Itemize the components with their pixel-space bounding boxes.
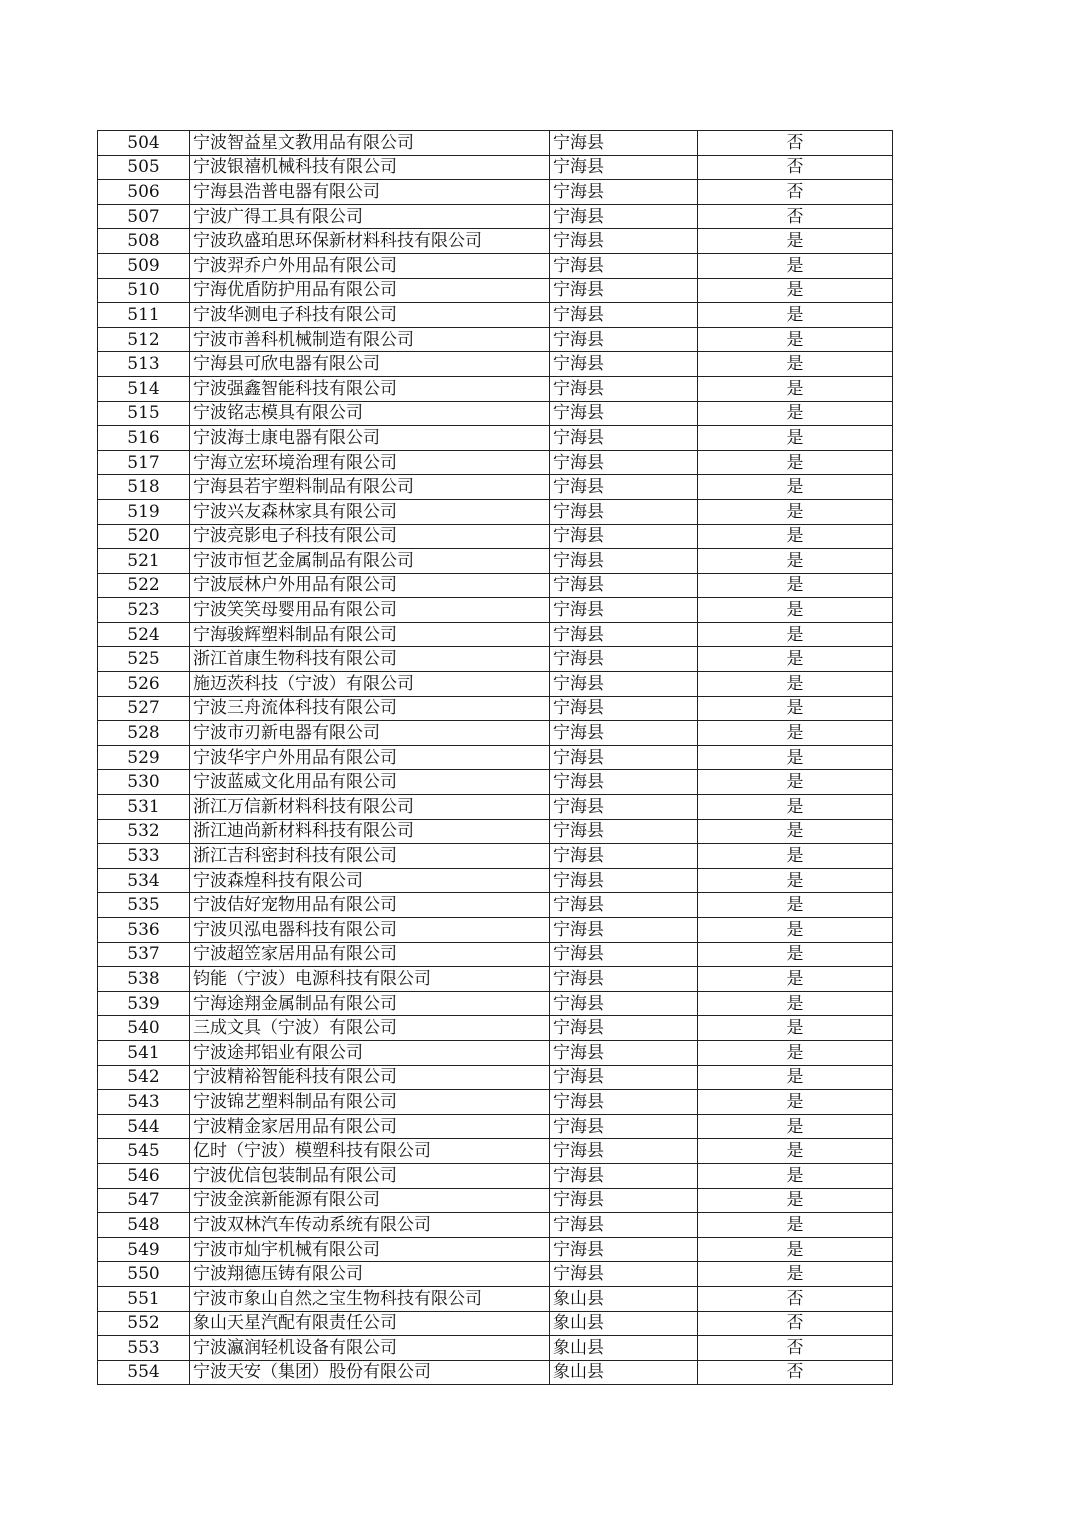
flag-cell: 是	[698, 770, 893, 795]
company-name-cell: 宁海县若宇塑料制品有限公司	[190, 475, 550, 500]
company-name-cell: 浙江吉科密封科技有限公司	[190, 844, 550, 869]
table-row	[98, 229, 893, 254]
county-cell: 宁海县	[550, 1040, 698, 1065]
flag-cell: 否	[698, 1286, 893, 1311]
row-number-cell: 538	[98, 967, 190, 992]
table-row	[98, 598, 893, 623]
company-name-cell: 宁波天安（集团）股份有限公司	[190, 1360, 550, 1385]
table-row	[98, 180, 893, 205]
row-number-cell: 526	[98, 672, 190, 697]
county-cell: 宁海县	[550, 1262, 698, 1287]
flag-cell: 是	[698, 1163, 893, 1188]
company-name-cell: 宁波精金家居用品有限公司	[190, 1114, 550, 1139]
table-row	[98, 622, 893, 647]
flag-cell: 是	[698, 967, 893, 992]
table-row	[98, 770, 893, 795]
table-row	[98, 204, 893, 229]
company-name-cell: 宁波瀛润轻机设备有限公司	[190, 1336, 550, 1361]
flag-cell: 是	[698, 278, 893, 303]
row-number-cell: 532	[98, 819, 190, 844]
company-name-cell: 宁波银禧机械科技有限公司	[190, 155, 550, 180]
table-row	[98, 1016, 893, 1041]
row-number-cell: 551	[98, 1286, 190, 1311]
county-cell: 宁海县	[550, 918, 698, 943]
flag-cell: 是	[698, 942, 893, 967]
row-number-cell: 514	[98, 376, 190, 401]
company-list-table	[97, 130, 893, 1385]
row-number-cell: 550	[98, 1262, 190, 1287]
row-number-cell: 525	[98, 647, 190, 672]
flag-cell: 是	[698, 918, 893, 943]
row-number-cell: 507	[98, 204, 190, 229]
row-number-cell: 537	[98, 942, 190, 967]
table-row	[98, 721, 893, 746]
flag-cell: 是	[698, 647, 893, 672]
table-row	[98, 1336, 893, 1361]
county-cell: 宁海县	[550, 1213, 698, 1238]
flag-cell: 否	[698, 1311, 893, 1336]
county-cell: 宁海县	[550, 942, 698, 967]
company-name-cell: 宁波精裕智能科技有限公司	[190, 1065, 550, 1090]
county-cell: 宁海县	[550, 303, 698, 328]
row-number-cell: 530	[98, 770, 190, 795]
table-row	[98, 524, 893, 549]
county-cell: 宁海县	[550, 426, 698, 451]
flag-cell: 是	[698, 1139, 893, 1164]
row-number-cell: 528	[98, 721, 190, 746]
table-row	[98, 868, 893, 893]
company-name-cell: 象山天星汽配有限责任公司	[190, 1311, 550, 1336]
flag-cell: 否	[698, 1360, 893, 1385]
table-row	[98, 893, 893, 918]
row-number-cell: 510	[98, 278, 190, 303]
company-name-cell: 宁波华宇户外用品有限公司	[190, 745, 550, 770]
table-row	[98, 1090, 893, 1115]
flag-cell: 是	[698, 401, 893, 426]
row-number-cell: 519	[98, 499, 190, 524]
row-number-cell: 548	[98, 1213, 190, 1238]
row-number-cell: 552	[98, 1311, 190, 1336]
row-number-cell: 540	[98, 1016, 190, 1041]
flag-cell: 是	[698, 696, 893, 721]
row-number-cell: 545	[98, 1139, 190, 1164]
company-name-cell: 钧能（宁波）电源科技有限公司	[190, 967, 550, 992]
county-cell: 宁海县	[550, 598, 698, 623]
flag-cell: 是	[698, 1040, 893, 1065]
table-row	[98, 819, 893, 844]
table-row	[98, 672, 893, 697]
county-cell: 宁海县	[550, 672, 698, 697]
flag-cell: 是	[698, 327, 893, 352]
table-row	[98, 1286, 893, 1311]
county-cell: 宁海县	[550, 155, 698, 180]
row-number-cell: 504	[98, 131, 190, 156]
company-name-cell: 宁波金滨新能源有限公司	[190, 1188, 550, 1213]
row-number-cell: 527	[98, 696, 190, 721]
row-number-cell: 524	[98, 622, 190, 647]
row-number-cell: 543	[98, 1090, 190, 1115]
row-number-cell: 509	[98, 253, 190, 278]
company-name-cell: 浙江万信新材料科技有限公司	[190, 795, 550, 820]
county-cell: 宁海县	[550, 721, 698, 746]
table-body	[98, 131, 893, 1385]
row-number-cell: 531	[98, 795, 190, 820]
company-name-cell: 宁波市象山自然之宝生物科技有限公司	[190, 1286, 550, 1311]
flag-cell: 是	[698, 598, 893, 623]
flag-cell: 否	[698, 1336, 893, 1361]
county-cell: 宁海县	[550, 524, 698, 549]
county-cell: 宁海县	[550, 991, 698, 1016]
flag-cell: 是	[698, 622, 893, 647]
table-row	[98, 1213, 893, 1238]
table-row	[98, 303, 893, 328]
county-cell: 宁海县	[550, 1065, 698, 1090]
company-name-cell: 宁波优信包装制品有限公司	[190, 1163, 550, 1188]
company-name-cell: 宁波途邦铝业有限公司	[190, 1040, 550, 1065]
flag-cell: 是	[698, 475, 893, 500]
row-number-cell: 547	[98, 1188, 190, 1213]
row-number-cell: 544	[98, 1114, 190, 1139]
county-cell: 宁海县	[550, 622, 698, 647]
flag-cell: 是	[698, 573, 893, 598]
county-cell: 宁海县	[550, 253, 698, 278]
table-row	[98, 475, 893, 500]
flag-cell: 是	[698, 819, 893, 844]
company-name-cell: 宁海立宏环境治理有限公司	[190, 450, 550, 475]
table-row	[98, 942, 893, 967]
flag-cell: 否	[698, 204, 893, 229]
table-row	[98, 327, 893, 352]
row-number-cell: 506	[98, 180, 190, 205]
company-name-cell: 宁波翔德压铸有限公司	[190, 1262, 550, 1287]
company-name-cell: 宁海骏辉塑料制品有限公司	[190, 622, 550, 647]
company-name-cell: 宁波市灿宇机械有限公司	[190, 1237, 550, 1262]
table-row	[98, 745, 893, 770]
county-cell: 象山县	[550, 1311, 698, 1336]
flag-cell: 是	[698, 991, 893, 1016]
county-cell: 宁海县	[550, 1114, 698, 1139]
flag-cell: 是	[698, 549, 893, 574]
company-name-cell: 宁波羿乔户外用品有限公司	[190, 253, 550, 278]
row-number-cell: 516	[98, 426, 190, 451]
table-row	[98, 991, 893, 1016]
row-number-cell: 542	[98, 1065, 190, 1090]
row-number-cell: 520	[98, 524, 190, 549]
company-name-cell: 宁波市善科机械制造有限公司	[190, 327, 550, 352]
flag-cell: 是	[698, 745, 893, 770]
county-cell: 宁海县	[550, 475, 698, 500]
company-name-cell: 宁波超笠家居用品有限公司	[190, 942, 550, 967]
table-row	[98, 918, 893, 943]
row-number-cell: 515	[98, 401, 190, 426]
row-number-cell: 539	[98, 991, 190, 1016]
flag-cell: 是	[698, 672, 893, 697]
county-cell: 宁海县	[550, 401, 698, 426]
table-row	[98, 795, 893, 820]
county-cell: 宁海县	[550, 795, 698, 820]
flag-cell: 是	[698, 1213, 893, 1238]
table-row	[98, 696, 893, 721]
flag-cell: 是	[698, 376, 893, 401]
table-row	[98, 278, 893, 303]
table-row	[98, 844, 893, 869]
row-number-cell: 536	[98, 918, 190, 943]
company-name-cell: 宁波笑笑母婴用品有限公司	[190, 598, 550, 623]
table-row	[98, 1139, 893, 1164]
table-row	[98, 1311, 893, 1336]
flag-cell: 否	[698, 131, 893, 156]
company-name-cell: 亿时（宁波）模塑科技有限公司	[190, 1139, 550, 1164]
flag-cell: 是	[698, 253, 893, 278]
row-number-cell: 513	[98, 352, 190, 377]
company-name-cell: 宁波华测电子科技有限公司	[190, 303, 550, 328]
company-name-cell: 宁波智益星文教用品有限公司	[190, 131, 550, 156]
row-number-cell: 533	[98, 844, 190, 869]
county-cell: 宁海县	[550, 819, 698, 844]
table-row	[98, 1163, 893, 1188]
county-cell: 象山县	[550, 1336, 698, 1361]
table-row	[98, 401, 893, 426]
flag-cell: 是	[698, 1016, 893, 1041]
flag-cell: 否	[698, 180, 893, 205]
county-cell: 宁海县	[550, 1163, 698, 1188]
table-row	[98, 549, 893, 574]
county-cell: 宁海县	[550, 131, 698, 156]
county-cell: 宁海县	[550, 549, 698, 574]
county-cell: 宁海县	[550, 1090, 698, 1115]
company-name-cell: 宁波市恒艺金属制品有限公司	[190, 549, 550, 574]
row-number-cell: 541	[98, 1040, 190, 1065]
row-number-cell: 534	[98, 868, 190, 893]
table-row	[98, 131, 893, 156]
flag-cell: 是	[698, 1188, 893, 1213]
county-cell: 象山县	[550, 1360, 698, 1385]
row-number-cell: 521	[98, 549, 190, 574]
row-number-cell: 554	[98, 1360, 190, 1385]
table-row	[98, 426, 893, 451]
flag-cell: 是	[698, 893, 893, 918]
company-name-cell: 浙江首康生物科技有限公司	[190, 647, 550, 672]
county-cell: 宁海县	[550, 1188, 698, 1213]
county-cell: 宁海县	[550, 844, 698, 869]
table-row	[98, 1360, 893, 1385]
flag-cell: 是	[698, 450, 893, 475]
company-name-cell: 宁波玖盛珀思环保新材料科技有限公司	[190, 229, 550, 254]
company-name-cell: 宁海途翔金属制品有限公司	[190, 991, 550, 1016]
flag-cell: 是	[698, 795, 893, 820]
company-name-cell: 宁波三舟流体科技有限公司	[190, 696, 550, 721]
row-number-cell: 529	[98, 745, 190, 770]
company-name-cell: 宁波森煌科技有限公司	[190, 868, 550, 893]
company-name-cell: 宁波双林汽车传动系统有限公司	[190, 1213, 550, 1238]
company-name-cell: 施迈茨科技（宁波）有限公司	[190, 672, 550, 697]
company-name-cell: 宁波海士康电器有限公司	[190, 426, 550, 451]
table-row	[98, 450, 893, 475]
flag-cell: 是	[698, 352, 893, 377]
county-cell: 宁海县	[550, 696, 698, 721]
flag-cell: 是	[698, 1065, 893, 1090]
table-row	[98, 499, 893, 524]
table-row	[98, 1237, 893, 1262]
table-row	[98, 376, 893, 401]
flag-cell: 是	[698, 1237, 893, 1262]
flag-cell: 是	[698, 1262, 893, 1287]
company-name-cell: 宁波市刃新电器有限公司	[190, 721, 550, 746]
company-name-cell: 宁波铭志模具有限公司	[190, 401, 550, 426]
county-cell: 宁海县	[550, 770, 698, 795]
county-cell: 宁海县	[550, 1237, 698, 1262]
table-row	[98, 155, 893, 180]
row-number-cell: 546	[98, 1163, 190, 1188]
county-cell: 宁海县	[550, 327, 698, 352]
company-name-cell: 宁波辰林户外用品有限公司	[190, 573, 550, 598]
table-row	[98, 967, 893, 992]
county-cell: 宁海县	[550, 745, 698, 770]
company-name-cell: 宁波亮影电子科技有限公司	[190, 524, 550, 549]
county-cell: 宁海县	[550, 352, 698, 377]
row-number-cell: 523	[98, 598, 190, 623]
county-cell: 宁海县	[550, 180, 698, 205]
county-cell: 宁海县	[550, 204, 698, 229]
table-row	[98, 647, 893, 672]
row-number-cell: 517	[98, 450, 190, 475]
row-number-cell: 508	[98, 229, 190, 254]
table-row	[98, 573, 893, 598]
flag-cell: 是	[698, 499, 893, 524]
county-cell: 宁海县	[550, 499, 698, 524]
flag-cell: 是	[698, 303, 893, 328]
table-row	[98, 1065, 893, 1090]
company-name-cell: 宁海县浩普电器有限公司	[190, 180, 550, 205]
flag-cell: 是	[698, 524, 893, 549]
flag-cell: 是	[698, 1090, 893, 1115]
county-cell: 宁海县	[550, 967, 698, 992]
company-name-cell: 宁波贝泓电器科技有限公司	[190, 918, 550, 943]
county-cell: 宁海县	[550, 647, 698, 672]
county-cell: 宁海县	[550, 376, 698, 401]
row-number-cell: 505	[98, 155, 190, 180]
flag-cell: 是	[698, 721, 893, 746]
county-cell: 象山县	[550, 1286, 698, 1311]
row-number-cell: 511	[98, 303, 190, 328]
table-row	[98, 352, 893, 377]
company-name-cell: 宁海县可欣电器有限公司	[190, 352, 550, 377]
flag-cell: 是	[698, 426, 893, 451]
company-name-cell: 三成文具（宁波）有限公司	[190, 1016, 550, 1041]
company-name-cell: 宁波锦艺塑料制品有限公司	[190, 1090, 550, 1115]
table-row	[98, 1114, 893, 1139]
table-row	[98, 253, 893, 278]
row-number-cell: 512	[98, 327, 190, 352]
row-number-cell: 518	[98, 475, 190, 500]
company-name-cell: 宁波兴友森林家具有限公司	[190, 499, 550, 524]
row-number-cell: 535	[98, 893, 190, 918]
company-name-cell: 宁波蓝威文化用品有限公司	[190, 770, 550, 795]
county-cell: 宁海县	[550, 450, 698, 475]
county-cell: 宁海县	[550, 893, 698, 918]
flag-cell: 是	[698, 1114, 893, 1139]
county-cell: 宁海县	[550, 278, 698, 303]
flag-cell: 否	[698, 155, 893, 180]
table-row	[98, 1040, 893, 1065]
table-row	[98, 1262, 893, 1287]
company-name-cell: 宁波强鑫智能科技有限公司	[190, 376, 550, 401]
flag-cell: 是	[698, 229, 893, 254]
row-number-cell: 522	[98, 573, 190, 598]
flag-cell: 是	[698, 868, 893, 893]
county-cell: 宁海县	[550, 1139, 698, 1164]
county-cell: 宁海县	[550, 573, 698, 598]
company-name-cell: 浙江迪尚新材料科技有限公司	[190, 819, 550, 844]
row-number-cell: 549	[98, 1237, 190, 1262]
company-name-cell: 宁海优盾防护用品有限公司	[190, 278, 550, 303]
company-name-cell: 宁波佶好宠物用品有限公司	[190, 893, 550, 918]
flag-cell: 是	[698, 844, 893, 869]
county-cell: 宁海县	[550, 229, 698, 254]
row-number-cell: 553	[98, 1336, 190, 1361]
company-name-cell: 宁波广得工具有限公司	[190, 204, 550, 229]
table-row	[98, 1188, 893, 1213]
county-cell: 宁海县	[550, 1016, 698, 1041]
county-cell: 宁海县	[550, 868, 698, 893]
